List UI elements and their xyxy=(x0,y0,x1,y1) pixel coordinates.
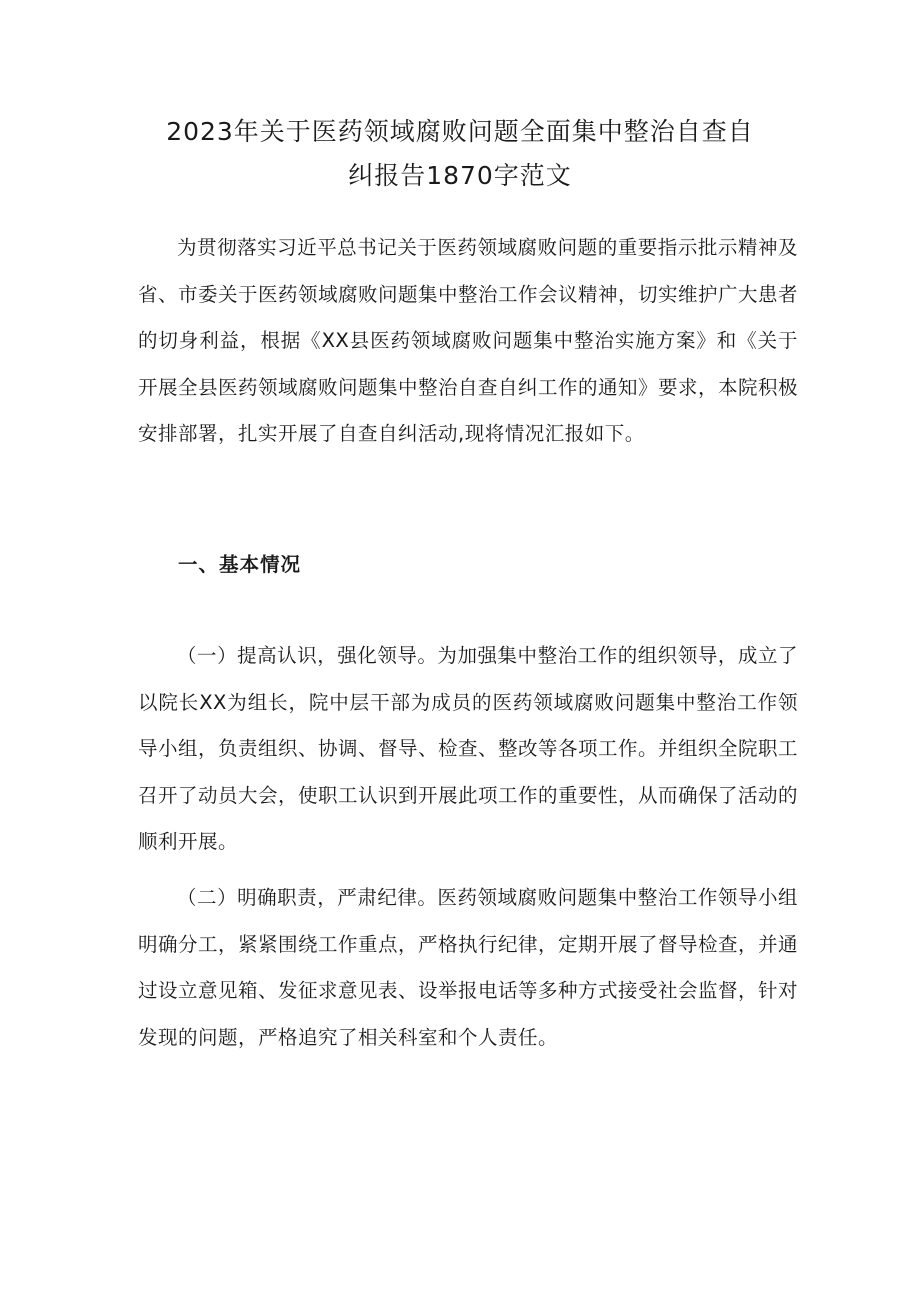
paragraph-leadership: （一）提高认识，强化领导。为加强集中整治工作的组织领导，成立了以院长XX为组长，院中层干部为成员的医药领域腐败问题集中整治工作领导小组，负责组织、协调、督导、检查、整改等各项工作。并组织全院职工召开了动员大会，使职工认识到开展此项工作的重要性，从而确保了活动的顺利开展。 xyxy=(138,644,799,853)
section-heading-basic-situation: 一、基本情况 xyxy=(178,553,302,576)
paragraph-discipline: （二）明确职责，严肃纪律。医药领域腐败问题集中整治工作领导小组明确分工，紧紧围绕工作重点，严格执行纪律，定期开展了督导检查，并通过设立意见箱、发征求意见表、设举报电话等多种方式接受社会监督，针对发现的问题，严格追究了相关科室和个人责任。 xyxy=(138,886,799,1049)
title-line-1: 2023年关于医药领域腐败问题全面集中整治自查自 xyxy=(166,117,754,146)
intro-paragraph: 为贯彻落实习近平总书记关于医药领域腐败问题的重要指示批示精神及省、市委关于医药领域腐败问题集中整治工作会议精神，切实维护广大患者的切身利益，根据《XX县医药领域腐败问题集中整治实施方案》和《关于开展全县医药领域腐败问题集中整治自查自纠工作的通知》要求，本院积极安排部署，扎实开展了自查自纠活动,现将情况汇报如下。 xyxy=(138,236,799,445)
document-title xyxy=(130,110,790,198)
title-line-2: 纠报告1870字范文 xyxy=(348,161,572,190)
